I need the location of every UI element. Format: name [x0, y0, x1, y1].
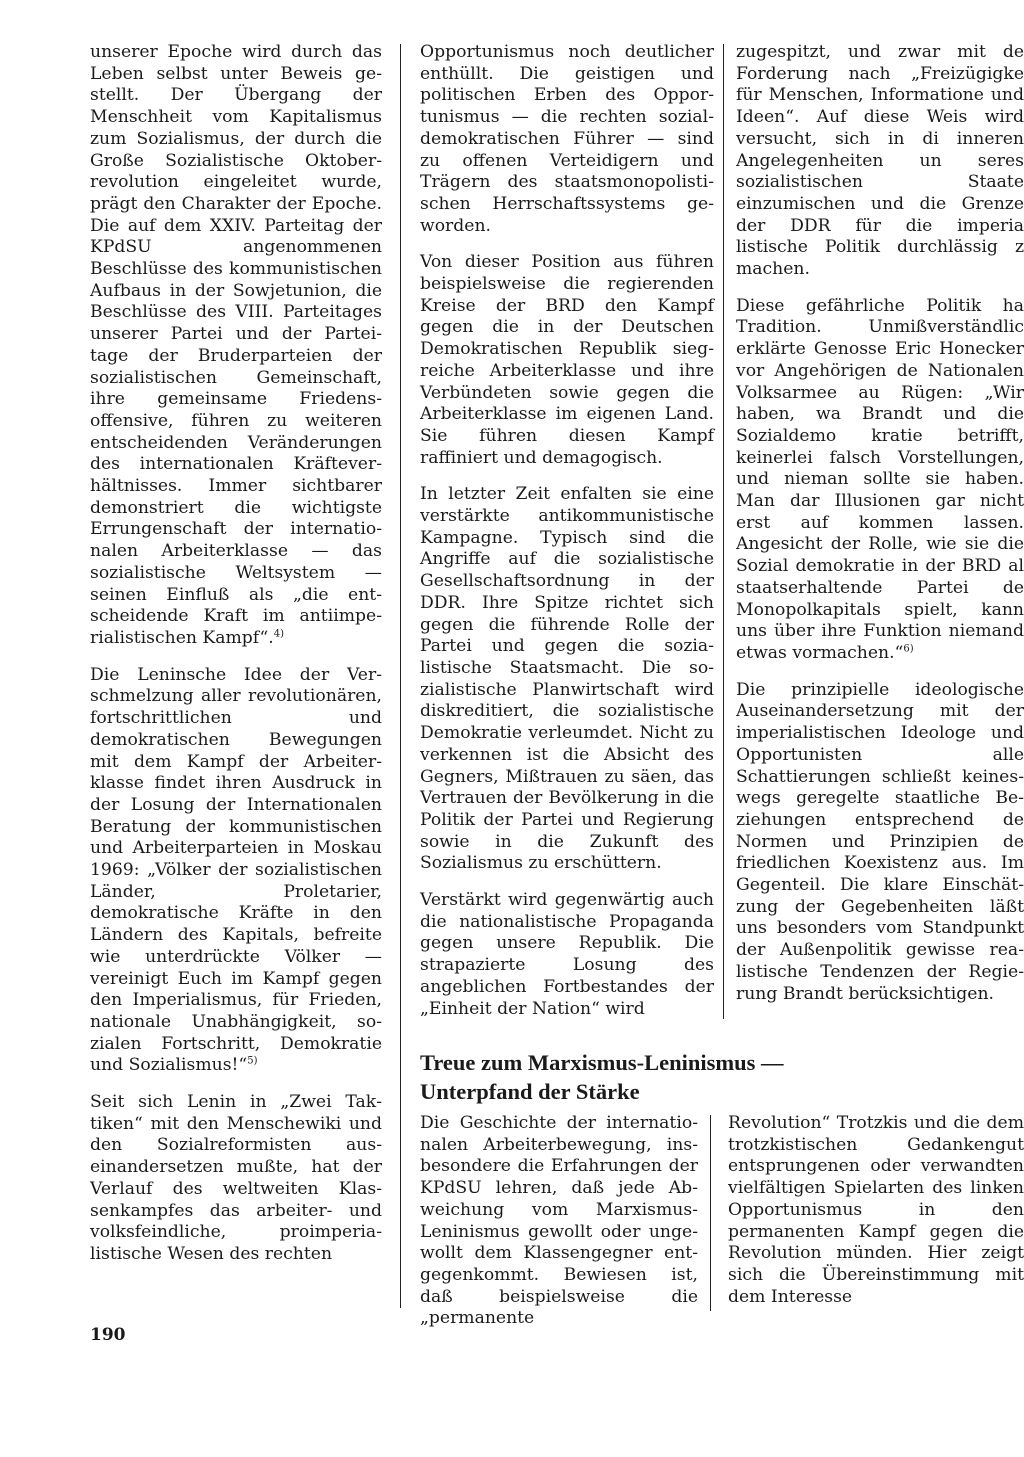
column-divider: [400, 44, 401, 1308]
text-column-5: [728, 1113, 1024, 1328]
paragraph: zugespitzt, und zwar mit de Forderung nach „Freizügigke für Menschen, Informatione und Ideen“. Auf diese Weis wird versucht, sich in di inneren Angelegenheiten un seres sozialistischen Staate einzumischen und die Grenze der DDR für die imperia listische Politik durchlässig z machen.: [736, 42, 1024, 280]
paragraph: Seit sich Lenin in „Zwei Taktiken“ mit den Menschewiki und den Sozialreformisten auseinandersetzen mußte, hat der Verlauf des weltweiten Klassenkampfes das arbeiter- und volksfeindliche, proimperialistische Wesen des rechten: [90, 1092, 382, 1264]
text-column-1: [90, 42, 382, 1281]
paragraph: unserer Epoche wird durch das Leben selbst unter Beweis gestellt. Der Übergang der Menschheit vom Kapitalismus zum Sozialismus, der durch die Große Sozialistische Oktoberrevolution eingeleitet wurde, prägt den Charakter der Epoche. Die auf dem XXIV. Parteitag der KPdSU angenommenen Beschlüsse des kommunistischen Aufbaus in der Sowjetunion, die Beschlüsse des VIII. Parteitages unserer Partei und der Parteitage der Bruderparteien der sozialistischen Gemeinschaft, ihre gemeinsame Friedensoffensive, führen zu weiteren entscheidenden Veränderungen des internationalen Kräfteverhältnisses. Immer sichtbarer demonstriert die wichtigste Errungenschaft der internationalen Arbeiterklasse — das sozialistische Weltsystem — seinen Einfluß als „die entscheidende Kraft im antiimperialistischen Kampf“.$^{4)}$: [90, 42, 382, 648]
section-heading: [420, 1048, 1020, 1106]
footnote-marker: 6): [903, 643, 914, 655]
section-heading-line: Treue zum Marxismus-Leninismus —: [420, 1050, 784, 1075]
paragraph: Von dieser Position aus führen beispielsweise die regierenden Kreise der BRD den Kampf gegen die in der Deutschen Demokratischen Republik siegreiche Arbeiterklasse und ihre Verbündeten sowie gegen die Arbeiterklasse im eigenen Land. Sie führen diesen Kampf raffiniert und demagogisch.: [420, 252, 714, 468]
paragraph: Die Geschichte der internationalen Arbeiterbewegung, insbesondere die Erfahrungen der KPdSU lehren, daß jede Abweichung vom Marxismus-Leninismus gewollt oder ungewollt dem Klassengegner entgegenkommt. Bewiesen ist, daß beispielsweise die „permanente: [420, 1113, 698, 1329]
paragraph: Verstärkt wird gegenwärtig auch die nationalistische Propaganda gegen unsere Republik. Die strapazierte Losung des angeblichen Fortbestandes der „Einheit der Nation“ wird: [420, 890, 714, 1019]
text-column-3: [736, 42, 1024, 1027]
footnote-marker: 5): [247, 1055, 258, 1067]
text-column-2: [420, 42, 714, 1035]
paragraph: Revolution“ Trotzkis und die dem trotzkistischen Gedankengut entsprungenen oder verwandten vielfältigen Spielarten des linken Opportunismus in den permanenten Kampf gegen die Revolution münden. Hier zeigt sich die Übereinstimmung mit dem Interesse: [728, 1113, 1024, 1307]
paragraph: Die prinzipielle ideologische Auseinandersetzung mit der imperialistischen Ideologe und Opportunisten alle Schattierungen schließt keineswegs geregelte staatliche Beziehungen entsprechend de Normen und Prinzipien de friedlichen Koexistenz aus. Im Gegenteil. Die klare Einschätzung der Gegebenheiten läßt uns besonders vom Standpunkt der Außenpolitik gewisse realistische Tendenzen der Regierung Brandt berücksichtigen.: [736, 679, 1024, 1004]
section-heading-line: Unterpfand der Stärke: [420, 1079, 640, 1104]
paragraph: Diese gefährliche Politik ha Tradition. Unmißverständlic erklärte Genosse Eric Honecker vor Angehörigen de Nationalen Volksarmee au Rügen: „Wir haben, wa Brandt und die Sozialdemo kratie betrifft, keinerlei falsch Vorstellungen, und nieman sollte sie haben. Man dar Illusionen gar nicht erst auf kommen lassen. Angesicht der Rolle, wie sie die Sozial demokratie in der BRD al staatserhaltende Partei de Monopolkapitals spielt, kann uns über ihre Funktion niemand etwas vormachen.“$^{6)}$: [736, 295, 1024, 663]
page-number: 190: [90, 1325, 126, 1345]
column-divider: [710, 1115, 711, 1311]
paragraph: In letzter Zeit enfalten sie eine verstärkte antikommunistische Kampagne. Typisch sind die Angriffe auf die sozialistische Gesellschaftsordnung in der DDR. Ihre Spitze richtet sich gegen die führende Rolle der Partei und gegen die sozialistische Staatsmacht. Die sozialistische Planwirtschaft wird diskreditiert, die sozialistische Demokratie verleumdet. Nicht zu verkennen ist die Absicht des Gegners, Mißtrauen zu säen, das Vertrauen der Bevölkerung in die Politik der Partei und Regierung sowie in die Zukunft des Sozialismus zu erschüttern.: [420, 484, 714, 874]
paragraph: Opportunismus noch deutlicher enthüllt. Die geistigen und politischen Erben des Opportunismus — die rechten sozialdemokratischen Führer — sind zu offenen Verteidigern und Trägern des staatsmonopolistischen Herrschaftssystems geworden.: [420, 42, 714, 236]
footnote-marker: 4): [273, 628, 284, 640]
paragraph: Die Leninsche Idee der Verschmelzung aller revolutionären, fortschrittlichen und demokratischen Bewegungen mit dem Kampf der Arbeiterklasse findet ihren Ausdruck in der Losung der Internationalen Beratung der kommunistischen und Arbeiterparteien in Moskau 1969: „Völker der sozialistischen Länder, Proletarier, demokratische Kräfte in den Ländern des Kapitals, befreite wie unterdrückte Völker — vereinigt Euch im Kampf gegen den Imperialismus, für Frieden, nationale Unabhängigkeit, sozialen Fortschritt, Demokratie und Sozialismus!“$^{5)}$: [90, 664, 382, 1076]
column-divider: [723, 44, 724, 1019]
text-column-4: [420, 1113, 698, 1345]
